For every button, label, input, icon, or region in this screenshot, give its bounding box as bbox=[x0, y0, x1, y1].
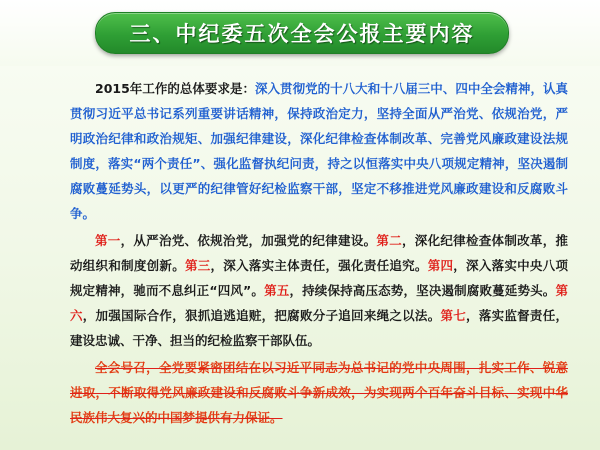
point-text-5: ，持续保持高压态势，坚决遏制腐败蔓延势头。 bbox=[289, 283, 556, 298]
point-text-3: ，深入落实主体责任，强化责任追究。 bbox=[210, 258, 428, 273]
point-text-7: ，落实监督责任，建设忠诚、干净、担当的纪检监察干部队伍。 bbox=[70, 308, 568, 348]
point-label-7: 第七 bbox=[440, 308, 467, 323]
call-to-action-text: 全会号召，全党要紧密团结在以习近平同志为总书记的党中央周围，扎实工作、锐意进取，不断取得党风廉政建设和反腐败斗争新成效，为实现两个百年奋斗目标、实现中华民族伟大复兴的中国梦提供有力保证。 bbox=[70, 360, 568, 425]
paragraph-overall-requirements bbox=[70, 76, 568, 226]
title-banner bbox=[95, 12, 509, 54]
point-text-1: ，从严治党、依规治党，加强党的纪律建设。 bbox=[120, 233, 377, 248]
point-label-4: 第四 bbox=[427, 258, 454, 273]
paragraph-call-to-action bbox=[70, 355, 568, 430]
paragraph-body: 深入贯彻党的十八大和十八届三中、四中全会精神，认真贯彻习近平总书记系列重要讲话精神，保持政治定力，坚持全面从严治党、依规治党，严明政治纪律和政治规矩、加强纪律建设，深化纪律检查体制改革、完善党风廉政建设法规制度，落实“两个责任”、强化监督执纪问责，持之以恒落实中央八项规定精神，坚决遏制腐败蔓延势头，以更严的纪律管好纪检监察干部，坚定不移推进党风廉政建设和反腐败斗争。 bbox=[70, 81, 568, 221]
paragraph-seven-points bbox=[70, 228, 568, 353]
point-label-6: 第六 bbox=[70, 283, 568, 323]
point-text-4: ，深入落实中央八项规定精神，驰而不息纠正“四风”。 bbox=[70, 258, 568, 298]
point-label-2: 第二 bbox=[376, 233, 402, 248]
point-label-3: 第三 bbox=[184, 258, 211, 273]
point-text-6: ，加强国际合作，狠抓追逃追赃，把腐败分子追回来绳之以法。 bbox=[82, 308, 441, 323]
point-label-1: 第一 bbox=[95, 233, 121, 248]
point-text-2: ，深化纪律检查体制改革，推动组织和制度创新。 bbox=[70, 233, 568, 273]
point-label-5: 第五 bbox=[264, 283, 290, 298]
paragraph-lead: 2015年工作的总体要求是： bbox=[95, 81, 256, 96]
slide-title: 三、中纪委五次全会公报主要内容 bbox=[129, 22, 475, 46]
slide-content bbox=[70, 76, 568, 430]
